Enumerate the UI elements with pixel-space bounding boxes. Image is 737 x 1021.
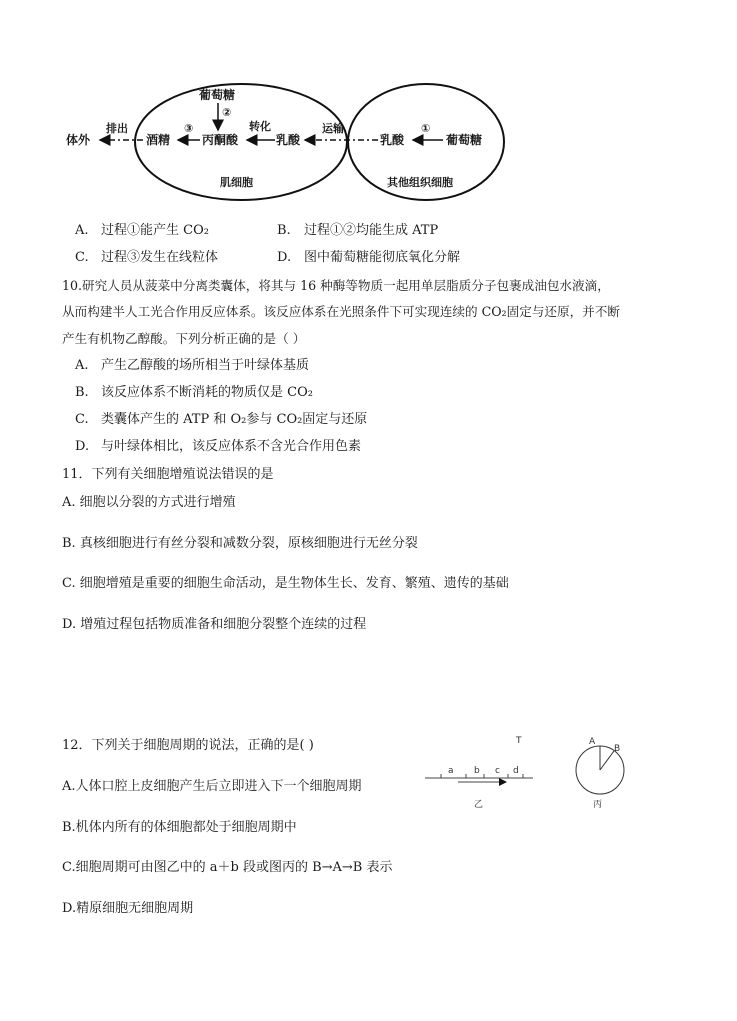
q10-option-a-text: 产生乙醇酸的场所相当于叶绿体基质 bbox=[101, 358, 310, 373]
step1-label: ① bbox=[421, 122, 431, 135]
alcohol-label: 酒精 bbox=[146, 133, 171, 147]
q11-option-a: A. 细胞以分裂的方式进行增殖 bbox=[62, 495, 236, 510]
q9-option-d-text: 图中葡萄糖能彻底氧化分解 bbox=[304, 250, 461, 265]
excrete-label: 排出 bbox=[106, 122, 128, 135]
muscle-cell-label: 肌细胞 bbox=[220, 176, 253, 189]
q9-option-a-letter: A. bbox=[75, 223, 89, 238]
q10-option-b-letter: B. bbox=[75, 385, 89, 400]
q12-option-a: A.人体口腔上皮细胞产生后立即进入下一个细胞周期 bbox=[62, 779, 362, 794]
fig-yi-label: 乙 bbox=[474, 800, 484, 810]
fig-yi-seg-d: d bbox=[513, 766, 519, 776]
q12-option-d: D.精原细胞无细胞周期 bbox=[62, 901, 194, 916]
q9-option-c-letter: C. bbox=[75, 250, 89, 265]
step3-label: ③ bbox=[184, 122, 194, 135]
q12-option-c: C.细胞周期可由图乙中的 a＋b 段或图丙的 B→A→B 表示 bbox=[62, 860, 393, 875]
outside-label: 体外 bbox=[66, 133, 91, 147]
q10-option-c-text: 类囊体产生的 ATP 和 O₂参与 CO₂固定与还原 bbox=[101, 412, 368, 427]
fig-yi-seg-b: b bbox=[474, 766, 480, 776]
q9-option-b-text: 过程①②均能生成 ATP bbox=[304, 223, 439, 238]
fig-mark-t: T bbox=[516, 736, 522, 746]
q9-option-d-letter: D. bbox=[277, 250, 292, 265]
q10-option-a-letter: A. bbox=[75, 358, 89, 373]
other-cells-label: 其他组织细胞 bbox=[387, 176, 453, 189]
q12-option-b: B.机体内所有的体细胞都处于细胞周期中 bbox=[62, 820, 297, 835]
q11-stem: 11．下列有关细胞增殖说法错误的是 bbox=[62, 467, 274, 482]
fig-yi-seg-a: a bbox=[448, 766, 454, 776]
q11-option-b: B. 真核细胞进行有丝分裂和减数分裂，原核细胞进行无丝分裂 bbox=[62, 536, 418, 551]
fig-bing-point-a: A bbox=[589, 737, 596, 747]
q9-option-a-text: 过程①能产生 CO₂ bbox=[101, 223, 209, 238]
q10-option-b-text: 该反应体系不断消耗的物质仅是 CO₂ bbox=[101, 385, 313, 400]
q11-option-c: C. 细胞增殖是重要的细胞生命活动，是生物体生长、发育、繁殖、遗传的基础 bbox=[62, 576, 509, 591]
q12-stem: 12．下列关于细胞周期的说法，正确的是( ) bbox=[62, 738, 314, 753]
q10-option-d-letter: D. bbox=[75, 439, 90, 454]
q10-stem-line2: 从而构建半人工光合作用反应体系。该反应体系在光照条件下可实现连续的 CO₂固定与还原，并不断 bbox=[62, 304, 620, 319]
q10-stem-line1: 10.研究人员从菠菜中分离类囊体，将其与 16 种酶等物质一起用单层脂质分子包裹成油包水液滴， bbox=[62, 278, 610, 293]
q10-option-c-letter: C. bbox=[75, 412, 89, 427]
lactate-left-label: 乳酸 bbox=[276, 133, 301, 147]
fig-bing-point-b: B bbox=[614, 744, 621, 754]
glucose-top-label: 葡萄糖 bbox=[199, 88, 236, 102]
glucose-right-label: 葡萄糖 bbox=[446, 133, 483, 147]
fig-bing-label: 丙 bbox=[593, 800, 603, 810]
q9-option-b-letter: B. bbox=[277, 223, 291, 238]
q11-option-d: D. 增殖过程包括物质准备和细胞分裂整个连续的过程 bbox=[62, 617, 367, 632]
fig-bing-radius-b bbox=[600, 751, 614, 770]
transport-label: 运输 bbox=[322, 122, 344, 135]
step2-label: ② bbox=[222, 106, 232, 119]
pyruvate-label: 丙酮酸 bbox=[202, 133, 239, 147]
lactate-right-label: 乳酸 bbox=[380, 133, 405, 147]
q10-option-d-text: 与叶绿体相比，该反应体系不含光合作用色素 bbox=[101, 439, 362, 454]
convert-label: 转化 bbox=[249, 120, 271, 133]
q9-option-c-text: 过程③发生在线粒体 bbox=[101, 250, 219, 265]
fig-yi-seg-c: c bbox=[495, 766, 500, 776]
q10-stem-line3: 产生有机物乙醇酸。下列分析正确的是（ ） bbox=[62, 331, 306, 346]
